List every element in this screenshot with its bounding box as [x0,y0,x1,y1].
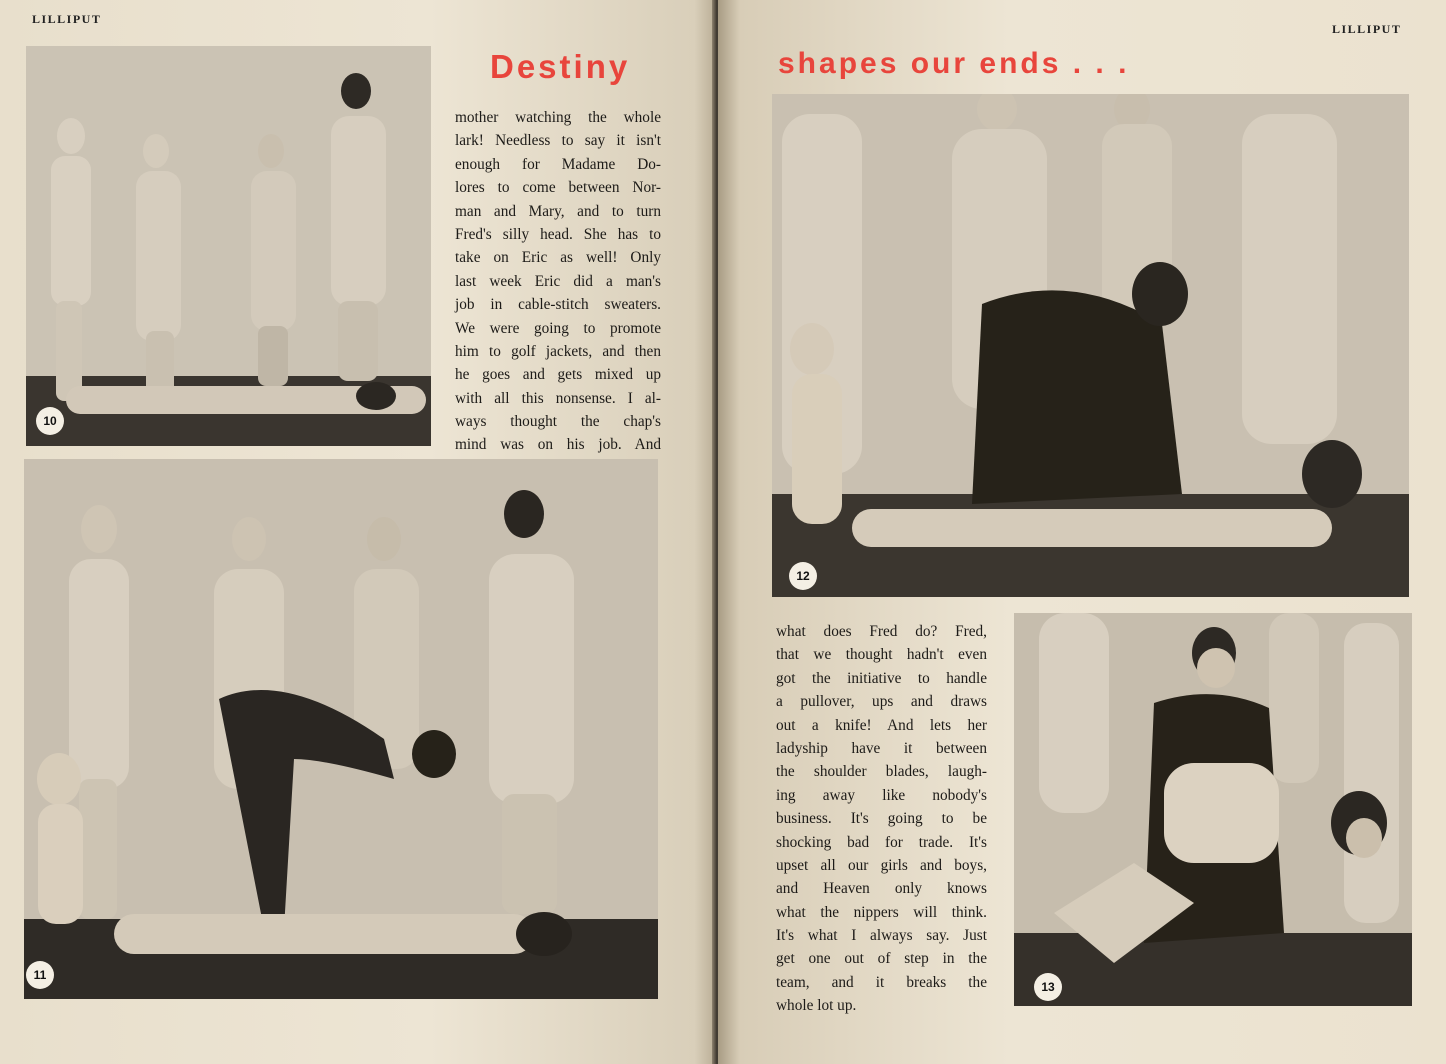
page-title-left: Destiny [490,48,631,85]
left-page [0,0,716,1064]
text-line: We were going to promote [455,319,661,337]
text-line: out a knife! And lets her [776,716,987,734]
text-line: lark! Needless to say it isn't [455,132,661,150]
page-title-right: shapes our ends . . . [778,47,1130,80]
text-line: enough for Madame Do- [455,155,661,173]
text-line: with all this nonsense. I al- [455,389,661,407]
text-line: what the nippers will think. [776,903,987,921]
photo-number-badge: 12 [789,562,817,590]
photo-11-image [24,459,658,999]
text-line: It's what I always say. Just [776,927,987,945]
text-line: mind was on his job. And [455,436,661,454]
text-line: get one out of step in the [776,950,987,968]
text-line: and Heaven only knows [776,880,987,898]
photo-13 [1014,613,1412,1006]
body-text-left [455,106,661,457]
text-line: business. It's going to be [776,810,987,828]
photo-13-image [1014,613,1412,1006]
text-line: job in cable-stitch sweaters. [455,296,661,314]
photo-12-image [772,94,1409,597]
text-line: whole lot up. [776,997,857,1015]
text-line: take on Eric as well! Only [455,249,661,267]
photo-12 [772,94,1409,597]
text-line: man and Mary, and to turn [455,202,661,220]
text-line: ladyship have it between [776,739,987,757]
photo-number-badge: 11 [26,961,54,989]
photo-number-badge: 13 [1034,973,1062,1001]
text-line: what does Fred do? Fred, [776,623,987,640]
text-line: the shoulder blades, laugh- [776,763,987,781]
text-line: Fred's silly head. She has to [455,225,661,243]
text-line: a pullover, ups and draws [776,693,987,711]
photo-10 [26,46,431,446]
text-line: him to golf jackets, and then [455,342,661,360]
running-head-left: LILLIPUT [32,12,102,26]
text-line: team, and it breaks the [776,973,987,991]
photo-number-badge: 10 [36,407,64,435]
text-line: shocking bad for trade. It's [776,833,987,851]
text-line: lores to come between Nor- [455,179,661,197]
running-head-right: LILLIPUT [1332,22,1402,36]
text-line: he goes and gets mixed up [455,366,661,384]
text-line: last week Eric did a man's [455,272,661,290]
text-line: ing away like nobody's [776,786,987,804]
right-page [718,0,1446,1064]
text-line: that we thought hadn't even [776,646,987,664]
text-line: ways thought the chap's [455,413,661,431]
body-text-right [776,620,987,1018]
photo-11 [24,459,658,999]
text-line: got the initiative to handle [776,669,987,687]
text-line: mother watching the whole [455,109,661,126]
photo-10-image [26,46,431,446]
text-line: upset all our girls and boys, [776,856,987,874]
